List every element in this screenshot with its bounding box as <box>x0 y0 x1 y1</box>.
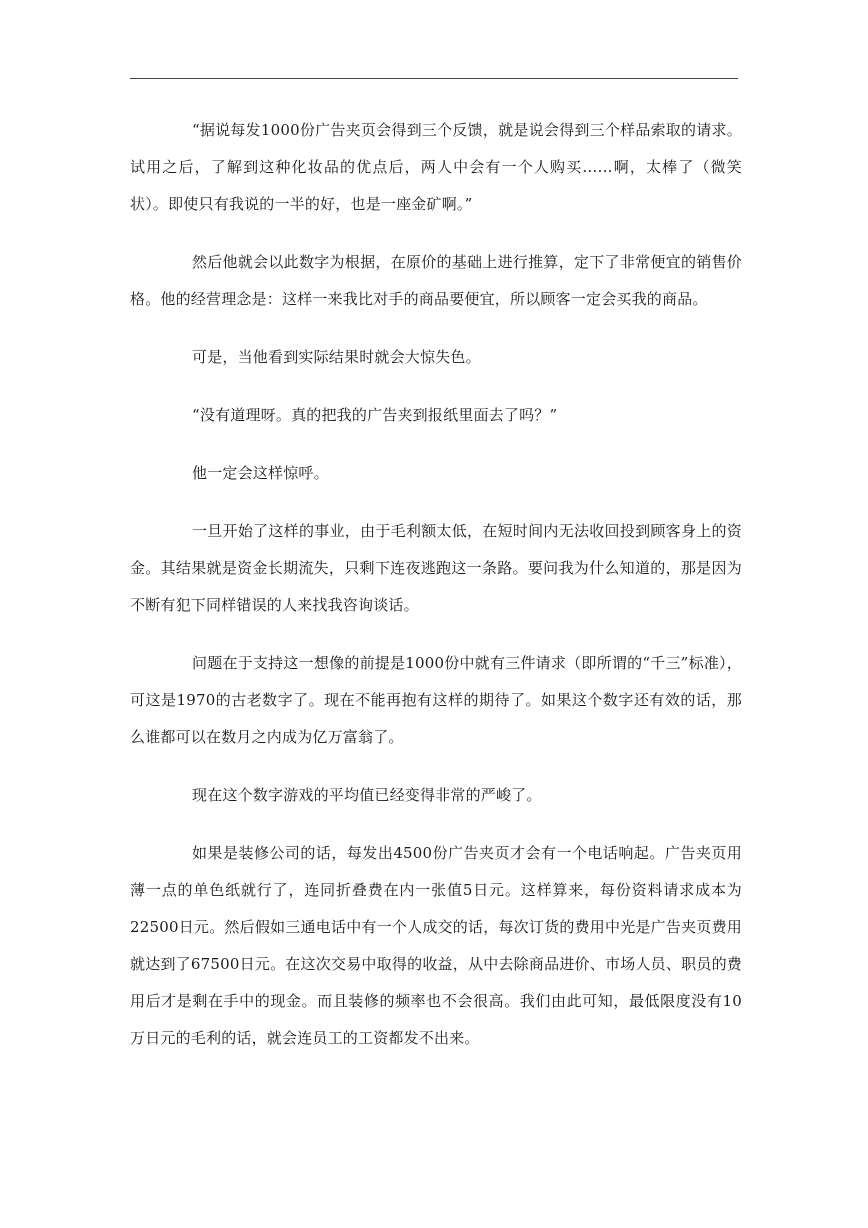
paragraph: 可是，当他看到实际结果时就会大惊失色。 <box>192 348 481 366</box>
paragraph: 现在这个数字游戏的平均值已经变得非常的严峻了。 <box>192 786 542 804</box>
paragraph: 然后他就会以此数字为根据，在原价的基础上进行推算，定下了非常便宜的销售价格。他的经营理念是：这样一来我比对手的商品要便宜，所以顾客一定会买我的商品。 <box>130 253 742 308</box>
paragraph: “据说每发1000份广告夹页会得到三个反馈，就是说会得到三个样品索取的请求。试用之后，了解到这种化妆品的优点后，两人中会有一个人购买……啊，太棒了（微笑状）。即使只有我说的一半的好，也是一座金矿啊。” <box>130 121 742 213</box>
paragraph: “没有道理呀。真的把我的广告夹到报纸里面去了吗？” <box>192 406 558 424</box>
paragraph: 问题在于支持这一想像的前提是1000份中就有三件请求（即所谓的“千三”标准），可这是1970的古老数字了。现在不能再抱有这样的期待了。如果这个数字还有效的话，那么谁都可以在数月之内成为亿万富翁了。 <box>130 654 742 746</box>
paragraph: 他一定会这样惊呼。 <box>192 464 329 482</box>
header-rule <box>130 78 738 79</box>
paragraph: 一旦开始了这样的事业，由于毛利额太低，在短时间内无法收回投到顾客身上的资金。其结果就是资金长期流失，只剩下连夜逃跑这一条路。要问我为什么知道的，那是因为不断有犯下同样错误的人来找我咨询谈话。 <box>130 522 742 614</box>
paragraph: 如果是装修公司的话，每发出4500份广告夹页才会有一个电话响起。广告夹页用薄一点的单色纸就行了，连同折叠费在内一张值5日元。这样算来，每份资料请求成本为22500日元。然后假如三通电话中有一个人成交的话，每次订货的费用中光是广告夹页费用就达到了67500日元。在这次交易中取得的收益，从中去除商品进价、市场人员、职员的费用后才是剩在手中的现金。而且装修的频率也不会很高。我们由此可知，最低限度没有10万日元的毛利的话，就会连员工的工资都发不出来。 <box>130 844 742 1047</box>
document-body <box>130 112 742 1078</box>
